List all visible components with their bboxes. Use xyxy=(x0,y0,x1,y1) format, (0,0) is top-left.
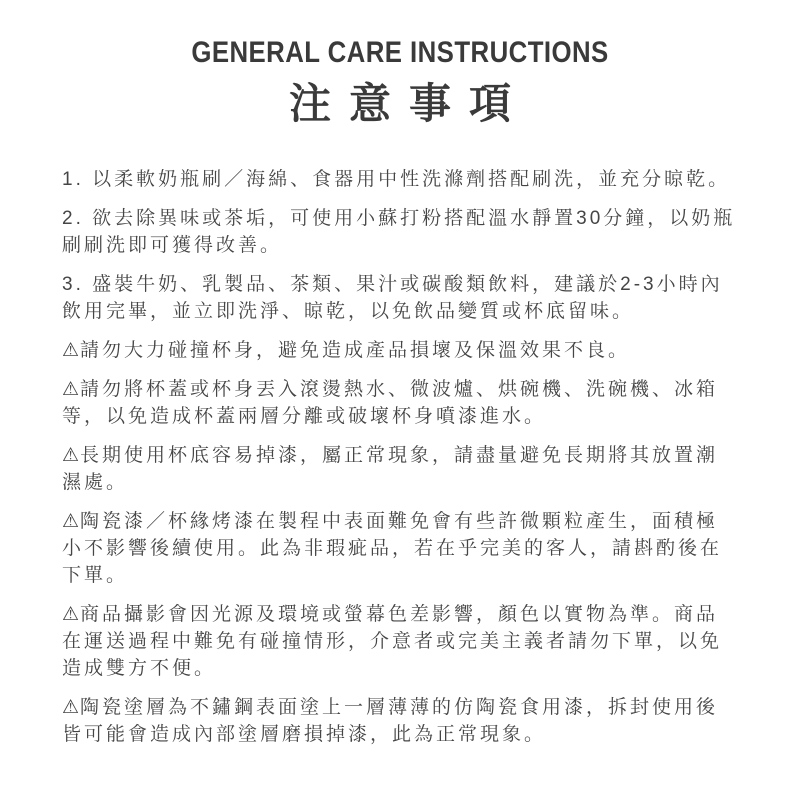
warning-icon: ⚠ xyxy=(62,340,81,361)
warning-text: 長期使用杯底容易掉漆，屬正常現象，請盡量避免長期將其放置潮濕處。 xyxy=(62,445,719,493)
numbered-instructions xyxy=(62,166,738,325)
warning-icon: ⚠ xyxy=(62,379,81,400)
instruction-item: 2. 欲去除異味或茶垢，可使用小蘇打粉搭配溫水靜置30分鐘，以奶瓶刷刷洗即可獲得改善。 xyxy=(62,208,736,256)
page-title-english: GENERAL CARE INSTRUCTIONS xyxy=(191,36,609,69)
warning-icon: ⚠ xyxy=(62,445,81,466)
warning-icon: ⚠ xyxy=(62,604,81,625)
warning-item xyxy=(62,601,738,682)
warning-text: 請勿將杯蓋或杯身丟入滾燙熱水、微波爐、烘碗機、洗碗機、冰箱等，以免造成杯蓋兩層分離或破壞杯身噴漆進水。 xyxy=(62,379,719,427)
warning-item xyxy=(62,337,738,364)
warning-icon: ⚠ xyxy=(62,511,81,532)
warning-text: 陶瓷漆／杯緣烤漆在製程中表面難免會有些許微顆粒產生，面積極小不影響後續使用。此為非瑕疵品，若在乎完美的客人，請斟酌後在下單。 xyxy=(62,511,723,586)
page-title-chinese: 注意事項 xyxy=(288,80,529,127)
instruction-item: 1. 以柔軟奶瓶刷／海綿、食器用中性洗滌劑搭配刷洗，並充分晾乾。 xyxy=(62,169,731,190)
warning-text: 陶瓷塗層為不鏽鋼表面塗上一層薄薄的仿陶瓷食用漆，拆封使用後皆可能會造成內部塗層磨損掉漆，此為正常現象。 xyxy=(62,697,719,745)
warning-item xyxy=(62,694,738,748)
warning-text: 請勿大力碰撞杯身，避免造成產品損壞及保溫效果不良。 xyxy=(80,340,631,361)
instructions-body xyxy=(62,166,738,748)
warning-item xyxy=(62,508,738,589)
warnings-list xyxy=(62,337,738,748)
instruction-item: 3. 盛裝牛奶、乳製品、茶類、果汁或碳酸類飲料，建議於2-3小時內飲用完畢，並立即洗淨、晾乾，以免飲品變質或杯底留味。 xyxy=(62,274,723,322)
warning-item xyxy=(62,442,738,496)
warning-icon: ⚠ xyxy=(62,697,81,718)
page-header xyxy=(62,38,738,126)
warning-item xyxy=(62,376,738,430)
warning-text: 商品攝影會因光源及環境或螢幕色差影響，顏色以實物為準。商品在運送過程中難免有碰撞情形，介意者或完美主義者請勿下單，以免造成雙方不便。 xyxy=(62,604,723,679)
